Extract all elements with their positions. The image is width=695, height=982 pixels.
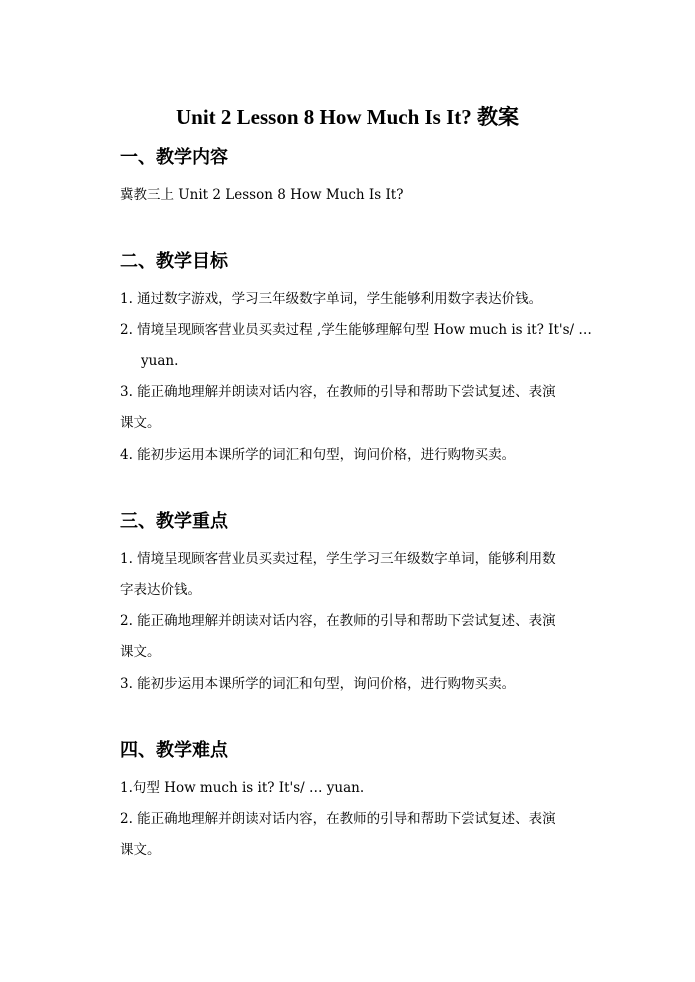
key-point-line: 课文。 [120, 644, 161, 660]
key-point-line: 1. 情境呈现顾客营业员买卖过程，学生学习三年级数字单词，能够利用数 [120, 551, 556, 567]
key-point-line: 字表达价钱。 [120, 582, 201, 598]
section-heading-difficulties: 四、教学难点 [120, 740, 228, 761]
objective-line: 4. 能初步运用本课所学的词汇和句型，询问价格，进行购物买卖。 [120, 447, 516, 463]
difficulty-line: 课文。 [120, 842, 161, 858]
objective-line: 课文。 [120, 415, 161, 431]
document-title: Unit 2 Lesson 8 How Much Is It? 教案 [175, 105, 520, 129]
key-point-line: 3. 能初步运用本课所学的词汇和句型，询问价格，进行购物买卖。 [120, 676, 516, 692]
objective-line: 1. 通过数字游戏，学习三年级数字单词，学生能够利用数字表达价钱。 [120, 291, 543, 307]
objective-line: 2. 情境呈现顾客营业员买卖过程 ,学生能够理解句型 How much is it? It's/ … [120, 322, 592, 338]
objective-line: 3. 能正确地理解并朗读对话内容，在教师的引导和帮助下尝试复述、表演 [120, 384, 556, 400]
objective-line: yuan. [141, 353, 179, 369]
difficulty-line: 2. 能正确地理解并朗读对话内容，在教师的引导和帮助下尝试复述、表演 [120, 811, 556, 827]
key-point-line: 2. 能正确地理解并朗读对话内容，在教师的引导和帮助下尝试复述、表演 [120, 613, 556, 629]
section-heading-content: 一、教学内容 [120, 147, 228, 168]
section-heading-key-points: 三、教学重点 [120, 511, 228, 532]
section-heading-objectives: 二、教学目标 [120, 251, 228, 272]
difficulty-line: 1.句型 How much is it? It's/ … yuan. [120, 780, 365, 796]
content-line: 冀教三上 Unit 2 Lesson 8 How Much Is It? [120, 187, 404, 203]
